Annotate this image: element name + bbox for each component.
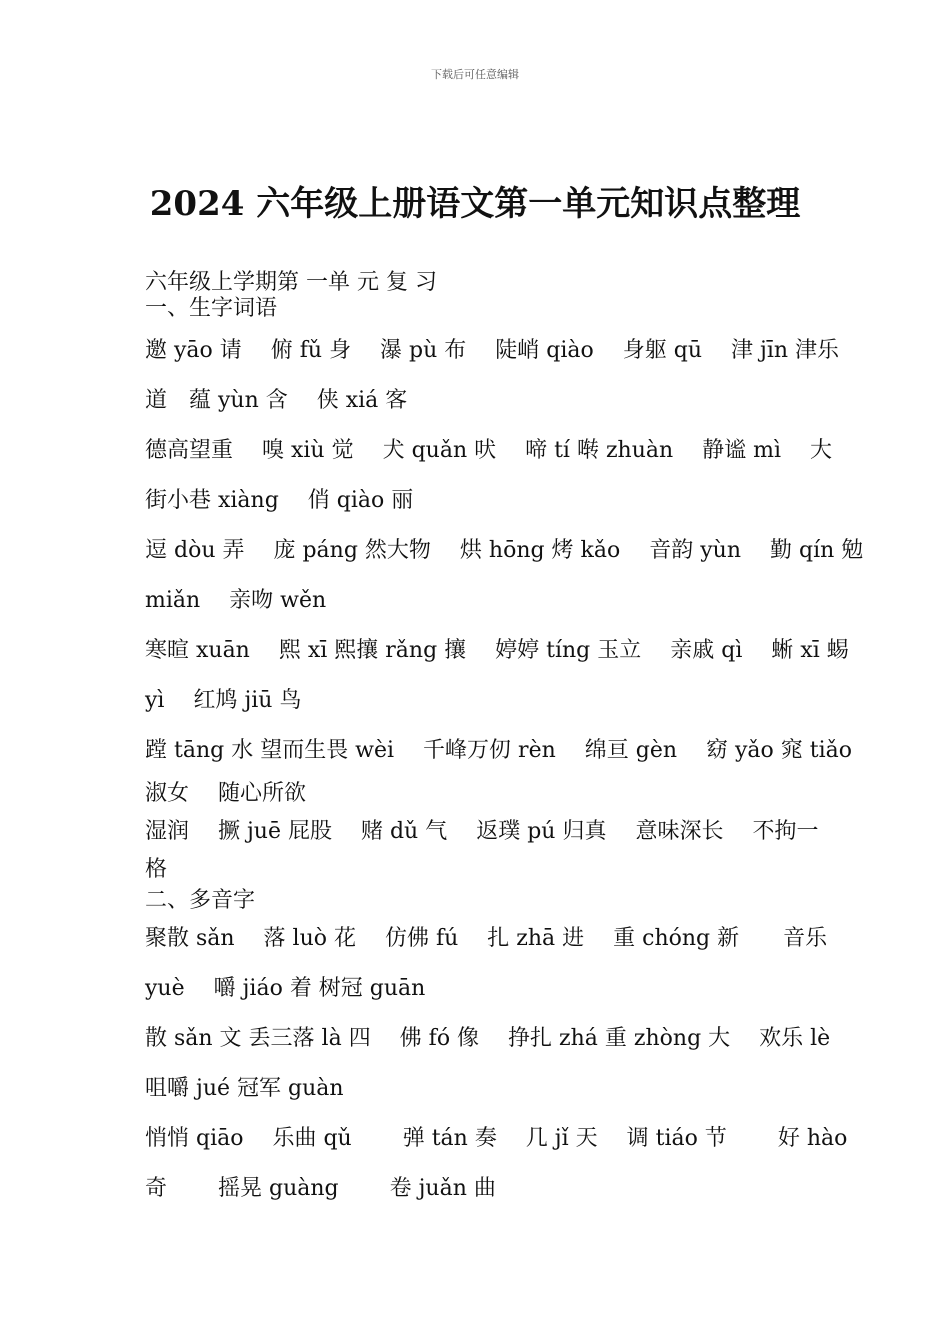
document-title: 2024 六年级上册语文第一单元知识点整理 bbox=[149, 184, 801, 224]
vocab-line: 逗 dòu 弄 庞 páng 然大物 烘 hōng 烤 kǎo 音韵 yùn 勤 qín 勉 bbox=[145, 538, 864, 563]
section-heading-polyphones: 二、多音字 bbox=[145, 888, 256, 913]
vocab-line: 道 蕴 yùn 含 侠 xiá 客 bbox=[145, 388, 408, 413]
vocab-line: yì 红鸠 jiū 鸟 bbox=[145, 688, 302, 713]
polyphone-line: 聚散 sǎn 落 luò 花 仿佛 fú 扎 zhā 进 重 chóng 新 音乐 bbox=[145, 926, 828, 951]
subtitle: 六年级上学期第 一单 元 复 习 bbox=[145, 270, 437, 295]
vocab-line: 湿润 撅 juē 屁股 赌 dǔ 气 返璞 pú 归真 意味深长 不拘一 bbox=[145, 819, 819, 844]
vocab-line: 蹚 tāng 水 望而生畏 wèi 千峰万仞 rèn 绵亘 gèn 窈 yǎo 窕 tiǎo bbox=[145, 738, 853, 763]
document-body bbox=[145, 270, 864, 1214]
polyphone-line: 悄悄 qiāo 乐曲 qǔ 弹 tán 奏 几 jǐ 天 调 tiáo 节 好 hào bbox=[145, 1126, 848, 1151]
vocab-line: 德高望重 嗅 xiù 觉 犬 quǎn 吠 啼 tí 啭 zhuàn 静谧 mì 大 bbox=[145, 438, 833, 463]
vocab-line: 格 bbox=[145, 857, 168, 882]
polyphone-line: yuè 嚼 jiáo 着 树冠 guān bbox=[145, 976, 426, 1001]
vocab-line: 淑女 随心所欲 bbox=[145, 781, 306, 806]
section-characters bbox=[145, 326, 864, 888]
polyphone-line: 散 sǎn 文 丢三落 là 四 佛 fó 像 挣扎 zhá 重 zhòng 大 欢乐 lè bbox=[145, 1026, 831, 1051]
vocab-line: 街小巷 xiàng 俏 qiào 丽 bbox=[145, 488, 414, 513]
polyphone-line: 奇 摇晃 guàng 卷 juǎn 曲 bbox=[145, 1176, 496, 1201]
section-heading-characters: 一、生字词语 bbox=[145, 296, 278, 321]
section-polyphones bbox=[145, 914, 848, 1214]
vocab-line: miǎn 亲吻 wěn bbox=[145, 588, 327, 613]
vocab-line: 寒暄 xuān 熙 xī 熙攘 rǎng 攘 婷婷 tíng 玉立 亲戚 qì 蜥 xī 蜴 bbox=[145, 638, 849, 663]
polyphone-line: 咀嚼 jué 冠军 guàn bbox=[145, 1076, 344, 1101]
vocab-line: 邀 yāo 请 俯 fǔ 身 瀑 pù 布 陡峭 qiào 身躯 qū 津 jīn 津乐 bbox=[145, 338, 840, 363]
page-header-note: 下载后可任意编辑 bbox=[431, 68, 519, 81]
